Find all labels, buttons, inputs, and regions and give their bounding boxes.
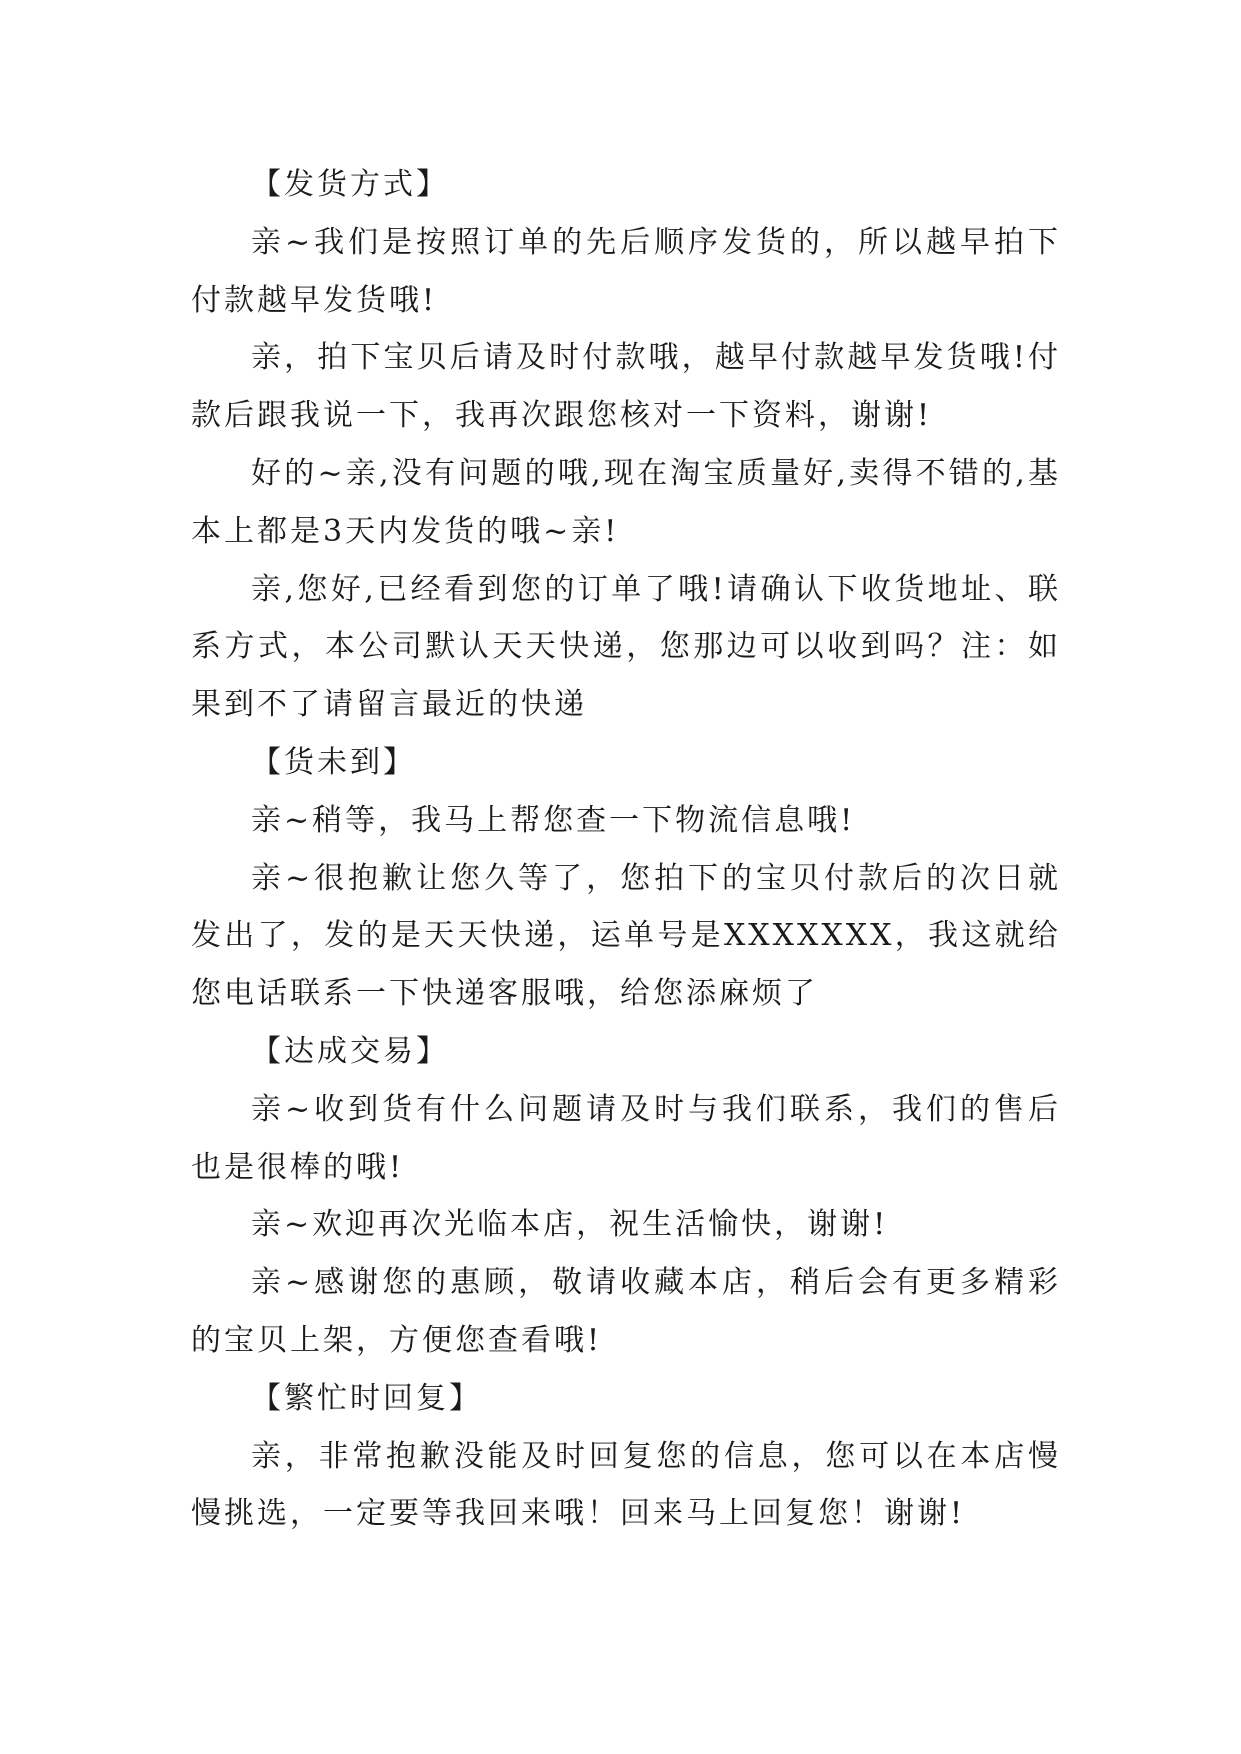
section-heading-not-arrived: 【货未到】 — [251, 744, 416, 780]
paragraph: 亲~收到货有什么问题请及时与我们联系，我们的售后也是很棒的哦! — [191, 1091, 1061, 1185]
paragraph: 亲，拍下宝贝后请及时付款哦，越早付款越早发货哦!付款后跟我说一下，我再次跟您核对一下资料，谢谢! — [191, 340, 1061, 434]
document-page — [191, 156, 1061, 1543]
paragraph: 亲~欢迎再次光临本店，祝生活愉快，谢谢! — [251, 1207, 889, 1243]
paragraph: 亲,您好,已经看到您的订单了哦!请确认下收货地址、联系方式，本公司默认天天快递，您那边可以收到吗？注：如果到不了请留言最近的快递 — [191, 571, 1061, 723]
paragraph: 好的~亲,没有问题的哦,现在淘宝质量好,卖得不错的,基本上都是3天内发货的哦~亲! — [191, 455, 1061, 549]
section-heading-shipping: 【发货方式】 — [251, 167, 449, 202]
paragraph: 亲~很抱歉让您久等了，您拍下的宝贝付款后的次日就发出了，发的是天天快递，运单号是XXXXXXX，我这就给您电话联系一下快递客服哦，给您添麻烦了 — [191, 860, 1061, 1012]
section-heading-deal: 【达成交易】 — [251, 1033, 449, 1069]
paragraph: 亲~感谢您的惠顾，敬请收藏本店，稍后会有更多精彩的宝贝上架，方便您查看哦! — [191, 1265, 1061, 1358]
paragraph: 亲~我们是按照订单的先后顺序发货的，所以越早拍下付款越早发货哦! — [191, 224, 1061, 318]
paragraph: 亲~稍等，我马上帮您查一下物流信息哦! — [251, 802, 856, 838]
section-heading-busy: 【繁忙时回复】 — [251, 1380, 482, 1416]
paragraph: 亲，非常抱歉没能及时回复您的信息，您可以在本店慢慢挑选，一定要等我回来哦！回来马上回复您！谢谢! — [191, 1438, 1061, 1532]
